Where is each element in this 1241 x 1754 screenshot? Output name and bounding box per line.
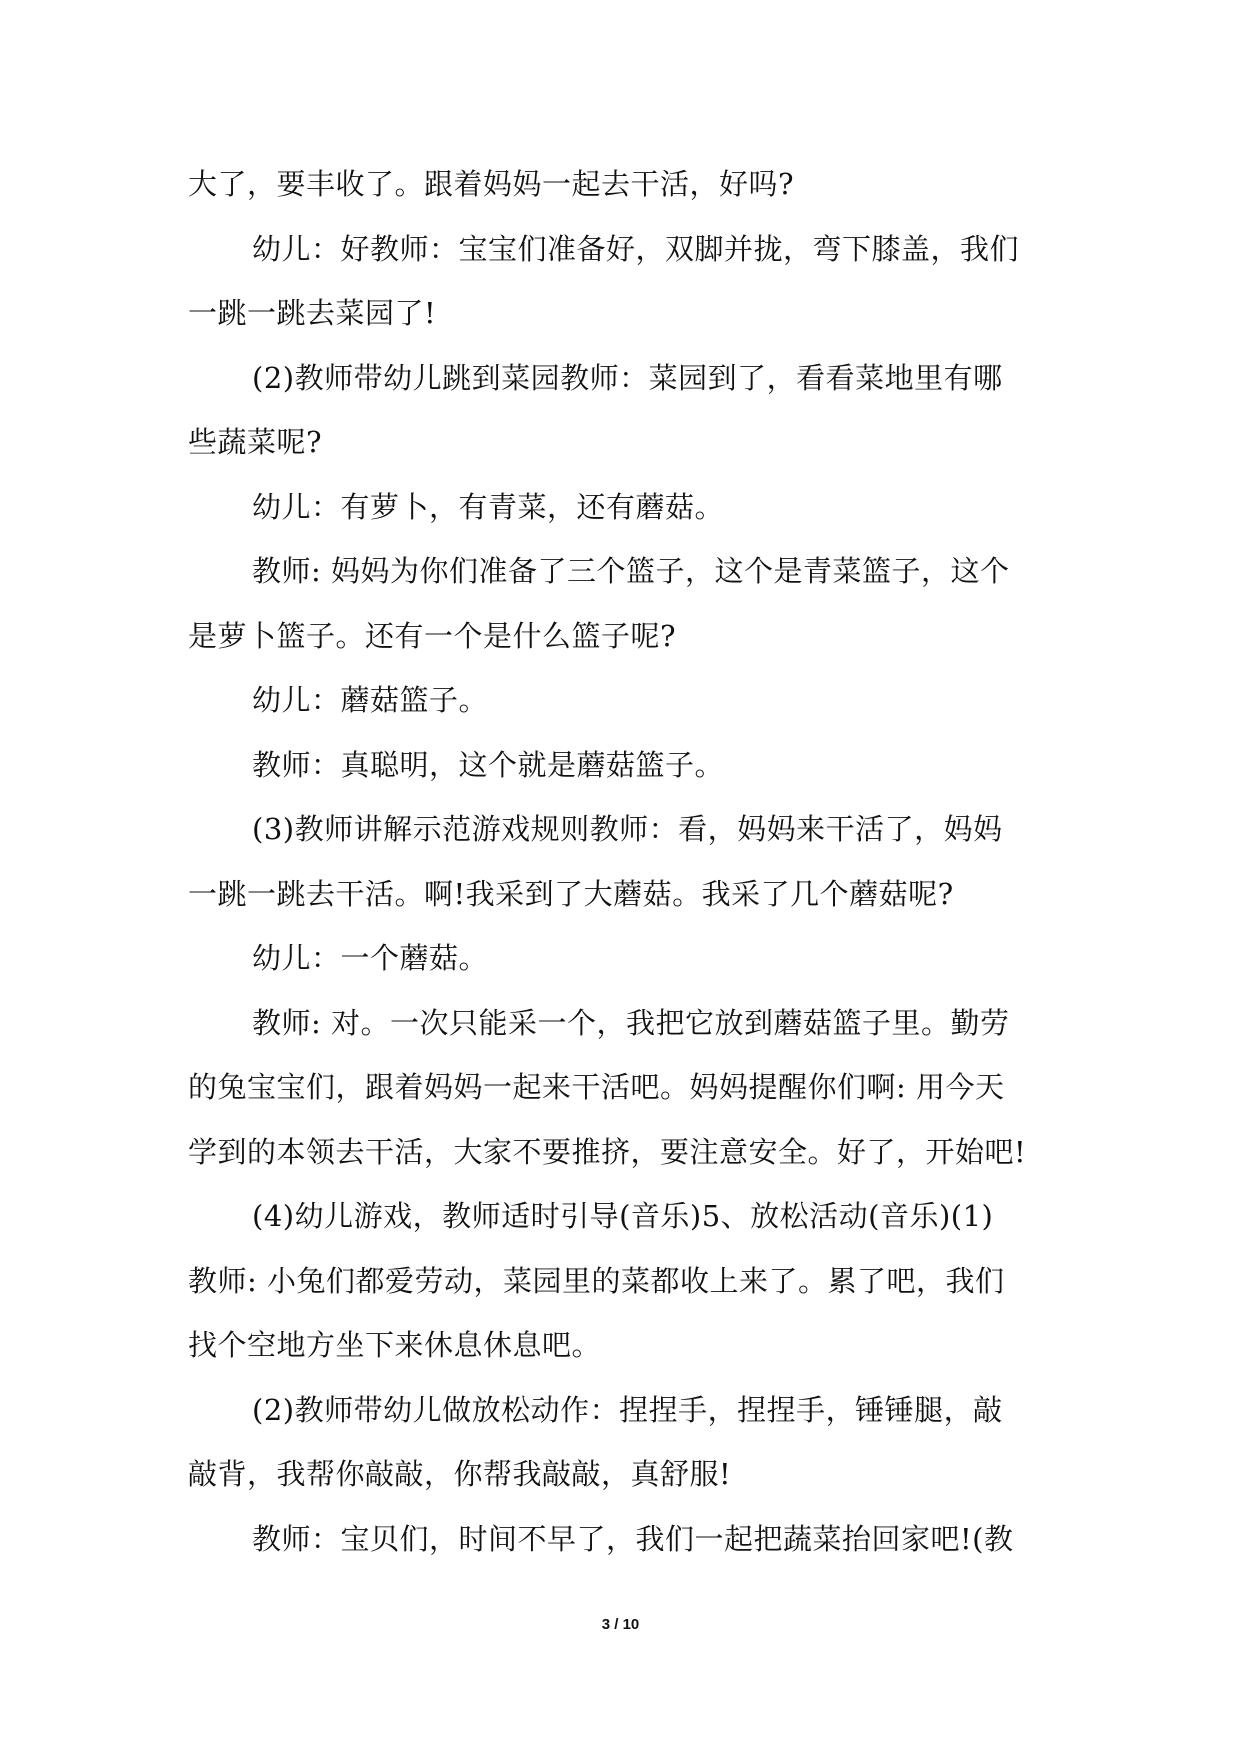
paragraph-line: 学到的本领去干活，大家不要推挤，要注意安全。好了，开始吧! [188,1134,1027,1169]
page-number: 3 / 10 [601,1616,640,1633]
paragraph-line: 教师：宝贝们，时间不早了，我们一起把蔬菜抬回家吧!(教 [252,1521,1014,1556]
paragraph-line: 一跳一跳去干活。啊!我采到了大蘑菇。我采了几个蘑菇呢? [188,876,954,911]
paragraph-line: 的兔宝宝们，跟着妈妈一起来干活吧。妈妈提醒你们啊: 用今天 [188,1070,1005,1104]
paragraph-line: (4)幼儿游戏，教师适时引导(音乐)5、放松活动(音乐)(1) [252,1199,994,1233]
paragraph-line: 是萝卜篮子。还有一个是什么篮子呢? [188,618,677,653]
paragraph-line: 些蔬菜呢? [188,425,323,459]
paragraph-line: 找个空地方坐下来休息休息吧。 [188,1328,602,1362]
paragraph-line: 幼儿：有萝卜，有青菜，还有蘑菇。 [252,489,725,524]
paragraph-line: (2)教师带幼儿做放松动作：捏捏手，捏捏手，锤锤腿，敲 [252,1392,1003,1427]
paragraph-line: 大了，要丰收了。跟着妈妈一起去干活，好吗? [188,167,795,201]
paragraph-line: 敲背，我帮你敲敲，你帮我敲敲，真舒服! [188,1457,732,1491]
paragraph-line: 幼儿：一个蘑菇。 [252,941,489,975]
document-body [188,152,1056,1571]
paragraph-line: (3)教师讲解示范游戏规则教师：看，妈妈来干活了，妈妈 [252,812,1003,846]
paragraph-line: 教师: 对。一次只能采一个，我把它放到蘑菇篮子里。勤劳 [252,1005,1010,1040]
paragraph-line: 教师: 小兔们都爱劳动，菜园里的菜都收上来了。累了吧，我们 [188,1263,1005,1298]
paragraph-line: 教师：真聪明，这个就是蘑菇篮子。 [252,747,725,782]
paragraph-line: 幼儿：蘑菇篮子。 [252,683,489,717]
paragraph-line: 幼儿：好教师：宝宝们准备好，双脚并拢，弯下膝盖，我们 [252,231,1020,266]
paragraph-line: (2)教师带幼儿跳到菜园教师：菜园到了，看看菜地里有哪 [252,360,1003,395]
paragraph-line: 教师: 妈妈为你们准备了三个篮子，这个是青菜篮子，这个 [252,554,1010,588]
paragraph-line: 一跳一跳去菜园了! [188,296,437,330]
